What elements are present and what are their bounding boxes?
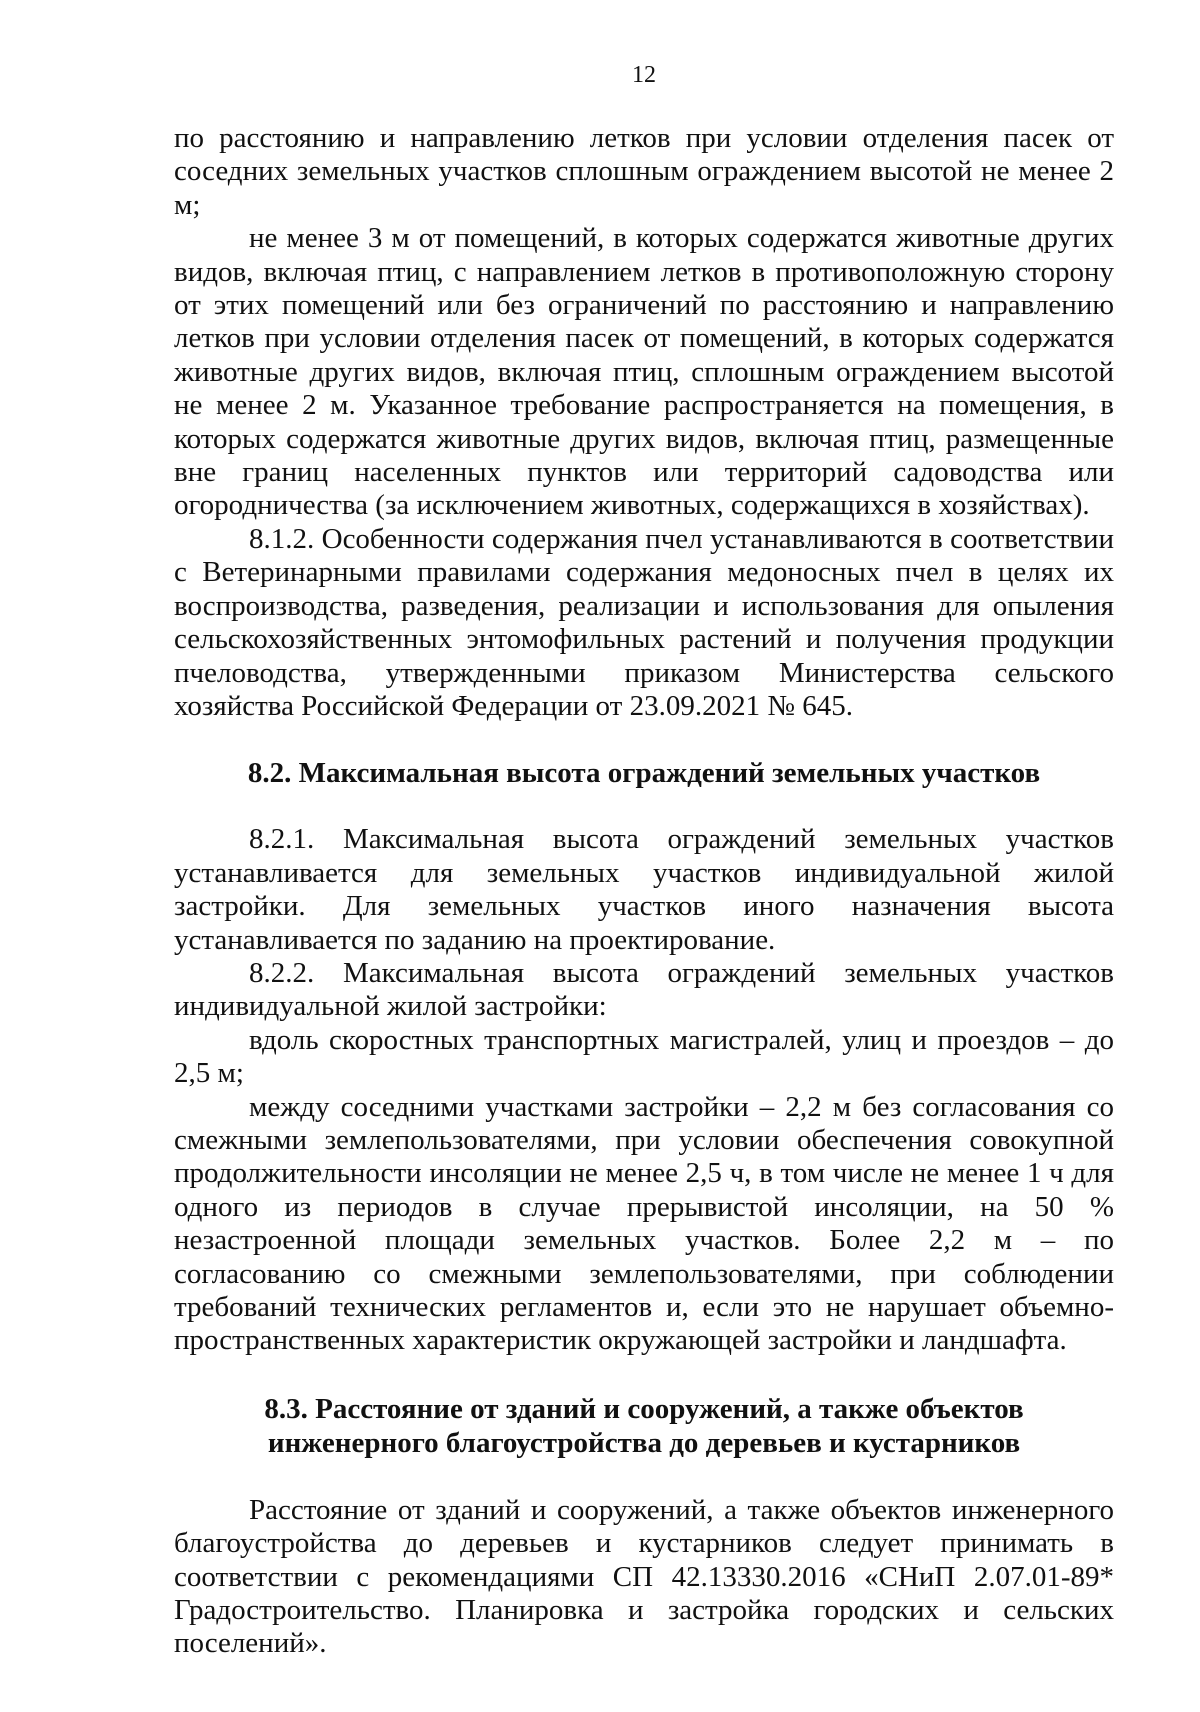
paragraph: вдоль скоростных транспортных магистралей, улиц и проездов – до 2,5 м; [174,1023,1114,1090]
document-body [174,122,1114,1661]
page-number: 12 [632,62,656,88]
section-heading-8-3-line1: 8.3. Расстояние от зданий и сооружений, а также объектов [264,1392,1024,1425]
paragraph: не менее 3 м от помещений, в которых содержатся животные других видов, включая птиц, с направлением летков в противоположную сторону от этих помещений или без ограничений по расстоянию и направлению летков при условии отделения пасек от помещений, в которых содержатся животные других видов, включая птиц, сплошным ограждением высотой не менее 2 м. Указанное требование распространяется на помещения, в которых содержатся животные других видов, включая птиц, размещенные вне границ населенных пунктов или территорий садоводства или огородничества (за исключением животных, содержащихся в хозяйствах). [174,222,1114,522]
paragraph: 8.2.2. Максимальная высота ограждений земельных участков индивидуальной жилой застройки: [174,956,1114,1023]
paragraph: по расстоянию и направлению летков при условии отделения пасек от соседних земельных участков сплошным ограждением высотой не менее 2 м; [174,122,1114,221]
paragraph: между соседними участками застройки – 2,2 м без согласования со смежными землепользователями, при условии обеспечения совокупной продолжительности инсоляции не менее 2,5 ч, в том числе не менее 1 ч для одного из периодов в случае прерывистой инсоляции, на 50 % незастроенной площади земельных участков. Более 2,2 м – по согласованию со смежными землепользователями, при соблюдении требований технических регламентов и, если это не нарушает объемно-пространственных характеристик окружающей застройки и ландшафта. [174,1090,1114,1357]
paragraph: Расстояние от зданий и сооружений, а также объектов инженерного благоустройства до деревьев и кустарников следует принимать в соответствии с рекомендациями СП 42.13330.2016 «СНиП 2.07.01-89* Градостроительство. Планировка и застройка городских и сельских поселений». [174,1493,1114,1660]
section-heading-8-2: 8.2. Максимальная высота ограждений земельных участков [247,757,1041,790]
spacer [174,790,1114,823]
section-heading-8-3-line2: инженерного благоустройства до деревьев и кустарников [267,1426,1021,1459]
spacer [174,723,1114,756]
section-heading-8-3 [174,1392,1114,1460]
spacer [174,1460,1114,1494]
spacer [174,1358,1114,1392]
paragraph: 8.1.2. Особенности содержания пчел устанавливаются в соответствии с Ветеринарными правилами содержания медоносных пчел в целях их воспроизводства, разведения, реализации и использования для опыления сельскохозяйственных энтомофильных растений и получения продукции пчеловодства, утвержденными приказом Министерства сельского хозяйства Российской Федерации от 23.09.2021 № 645. [174,522,1114,722]
paragraph: 8.2.1. Максимальная высота ограждений земельных участков устанавливается для земельных участков индивидуальной жилой застройки. Для земельных участков иного назначения высота устанавливается по заданию на проектирование. [174,823,1114,956]
